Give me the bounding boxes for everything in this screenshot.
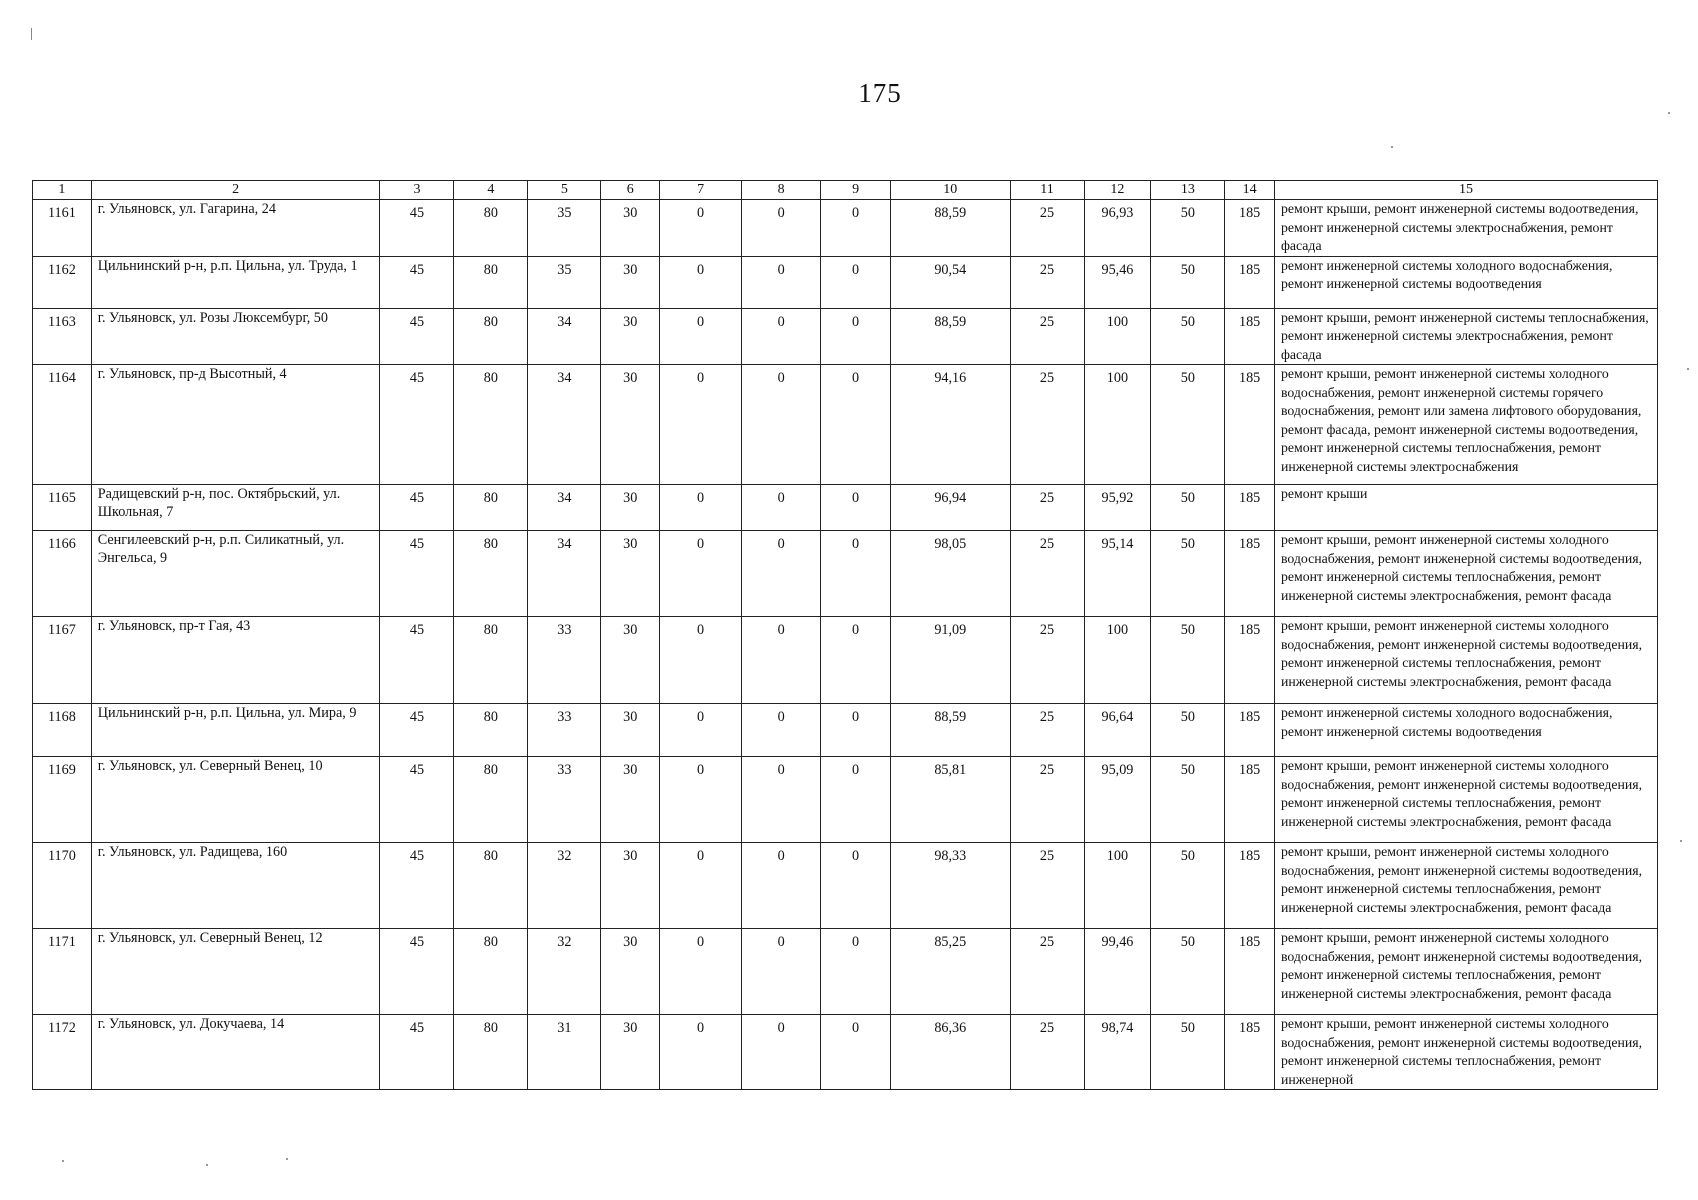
table-row <box>33 485 1658 531</box>
works-cell: ремонт крыши, ремонт инженерной системы холодного водоснабжения, ремонт инженерной системы водоотведения, ремонт инженерной системы теплоснабжения, ремонт инженерной системы электроснабжения, ремонт фасада <box>1274 929 1657 1015</box>
scan-speck <box>1687 368 1689 370</box>
col9-cell: 0 <box>821 256 891 308</box>
col3-cell: 45 <box>380 531 454 617</box>
table-body <box>33 200 1658 1090</box>
col11-cell: 25 <box>1010 256 1084 308</box>
table-row <box>33 843 1658 929</box>
row-number: 1171 <box>33 929 92 1015</box>
scan-margin-mark <box>31 28 32 40</box>
col5-cell: 34 <box>528 365 601 485</box>
col8-cell: 0 <box>742 843 821 929</box>
col14-cell: 185 <box>1225 365 1275 485</box>
col14-cell: 185 <box>1225 757 1275 843</box>
column-header-10: 10 <box>891 181 1011 200</box>
col6-cell: 30 <box>601 704 660 757</box>
col11-cell: 25 <box>1010 757 1084 843</box>
page-number: 175 <box>858 78 902 108</box>
column-header-9: 9 <box>821 181 891 200</box>
col7-cell: 0 <box>660 929 742 1015</box>
scan-speck <box>1391 146 1393 148</box>
col12-cell: 95,14 <box>1084 531 1151 617</box>
table-row <box>33 308 1658 365</box>
works-cell: ремонт крыши, ремонт инженерной системы холодного водоснабжения, ремонт инженерной системы водоотведения, ремонт инженерной системы теплоснабжения, ремонт инженерной системы электроснабжения, ремонт фасада <box>1274 843 1657 929</box>
col10-cell: 90,54 <box>891 256 1011 308</box>
col3-cell: 45 <box>380 843 454 929</box>
col7-cell: 0 <box>660 617 742 704</box>
address-cell: Цильнинский р-н, р.п. Цильна, ул. Труда, 1 <box>91 256 380 308</box>
col5-cell: 34 <box>528 531 601 617</box>
col13-cell: 50 <box>1151 843 1225 929</box>
column-header-8: 8 <box>742 181 821 200</box>
col10-cell: 94,16 <box>891 365 1011 485</box>
col12-cell: 98,74 <box>1084 1015 1151 1090</box>
col10-cell: 88,59 <box>891 704 1011 757</box>
column-header-1: 1 <box>33 181 92 200</box>
col14-cell: 185 <box>1225 617 1275 704</box>
column-header-5: 5 <box>528 181 601 200</box>
col4-cell: 80 <box>454 843 528 929</box>
col8-cell: 0 <box>742 256 821 308</box>
col4-cell: 80 <box>454 485 528 531</box>
col9-cell: 0 <box>821 757 891 843</box>
col3-cell: 45 <box>380 485 454 531</box>
row-number: 1165 <box>33 485 92 531</box>
table-row <box>33 1015 1658 1090</box>
col6-cell: 30 <box>601 256 660 308</box>
col7-cell: 0 <box>660 256 742 308</box>
col8-cell: 0 <box>742 485 821 531</box>
col12-cell: 100 <box>1084 843 1151 929</box>
table-row <box>33 757 1658 843</box>
col13-cell: 50 <box>1151 200 1225 257</box>
col12-cell: 100 <box>1084 308 1151 365</box>
col5-cell: 32 <box>528 929 601 1015</box>
col3-cell: 45 <box>380 256 454 308</box>
col12-cell: 99,46 <box>1084 929 1151 1015</box>
col12-cell: 100 <box>1084 617 1151 704</box>
scan-speck <box>1680 840 1682 842</box>
address-cell: г. Ульяновск, ул. Розы Люксембург, 50 <box>91 308 380 365</box>
col6-cell: 30 <box>601 308 660 365</box>
col11-cell: 25 <box>1010 531 1084 617</box>
col3-cell: 45 <box>380 929 454 1015</box>
row-number: 1167 <box>33 617 92 704</box>
col7-cell: 0 <box>660 843 742 929</box>
col8-cell: 0 <box>742 531 821 617</box>
col12-cell: 96,64 <box>1084 704 1151 757</box>
col3-cell: 45 <box>380 1015 454 1090</box>
row-number: 1164 <box>33 365 92 485</box>
col6-cell: 30 <box>601 200 660 257</box>
address-cell: г. Ульяновск, пр-т Гая, 43 <box>91 617 380 704</box>
column-header-4: 4 <box>454 181 528 200</box>
col11-cell: 25 <box>1010 704 1084 757</box>
col8-cell: 0 <box>742 308 821 365</box>
column-header-12: 12 <box>1084 181 1151 200</box>
table-row <box>33 531 1658 617</box>
row-number: 1172 <box>33 1015 92 1090</box>
col4-cell: 80 <box>454 704 528 757</box>
col9-cell: 0 <box>821 531 891 617</box>
col5-cell: 35 <box>528 200 601 257</box>
address-cell: Сенгилеевский р-н, р.п. Силикатный, ул. Энгельса, 9 <box>91 531 380 617</box>
col10-cell: 96,94 <box>891 485 1011 531</box>
works-cell: ремонт крыши, ремонт инженерной системы теплоснабжения, ремонт инженерной системы электроснабжения, ремонт фасада <box>1274 308 1657 365</box>
row-number: 1169 <box>33 757 92 843</box>
col14-cell: 185 <box>1225 843 1275 929</box>
col12-cell: 96,93 <box>1084 200 1151 257</box>
col7-cell: 0 <box>660 1015 742 1090</box>
col6-cell: 30 <box>601 929 660 1015</box>
col5-cell: 33 <box>528 704 601 757</box>
col4-cell: 80 <box>454 308 528 365</box>
works-cell: ремонт крыши, ремонт инженерной системы холодного водоснабжения, ремонт инженерной системы водоотведения, ремонт инженерной системы теплоснабжения, ремонт инженерной <box>1274 1015 1657 1090</box>
col13-cell: 50 <box>1151 531 1225 617</box>
col6-cell: 30 <box>601 1015 660 1090</box>
col5-cell: 33 <box>528 617 601 704</box>
col13-cell: 50 <box>1151 704 1225 757</box>
table-row <box>33 704 1658 757</box>
address-cell: г. Ульяновск, пр-д Высотный, 4 <box>91 365 380 485</box>
col9-cell: 0 <box>821 843 891 929</box>
address-cell: г. Ульяновск, ул. Северный Венец, 10 <box>91 757 380 843</box>
col5-cell: 31 <box>528 1015 601 1090</box>
col8-cell: 0 <box>742 929 821 1015</box>
col6-cell: 30 <box>601 843 660 929</box>
col13-cell: 50 <box>1151 929 1225 1015</box>
address-cell: Цильнинский р-н, р.п. Цильна, ул. Мира, 9 <box>91 704 380 757</box>
col10-cell: 88,59 <box>891 200 1011 257</box>
scan-speck <box>286 1158 288 1160</box>
col14-cell: 185 <box>1225 200 1275 257</box>
scan-speck <box>206 1164 208 1166</box>
col11-cell: 25 <box>1010 843 1084 929</box>
col13-cell: 50 <box>1151 308 1225 365</box>
row-number: 1166 <box>33 531 92 617</box>
col10-cell: 98,33 <box>891 843 1011 929</box>
col6-cell: 30 <box>601 365 660 485</box>
col10-cell: 91,09 <box>891 617 1011 704</box>
col9-cell: 0 <box>821 200 891 257</box>
col3-cell: 45 <box>380 308 454 365</box>
works-cell: ремонт крыши <box>1274 485 1657 531</box>
col11-cell: 25 <box>1010 929 1084 1015</box>
table-row <box>33 929 1658 1015</box>
col10-cell: 85,81 <box>891 757 1011 843</box>
col12-cell: 95,09 <box>1084 757 1151 843</box>
col3-cell: 45 <box>380 617 454 704</box>
col6-cell: 30 <box>601 757 660 843</box>
col5-cell: 34 <box>528 485 601 531</box>
col7-cell: 0 <box>660 757 742 843</box>
col4-cell: 80 <box>454 929 528 1015</box>
col9-cell: 0 <box>821 365 891 485</box>
col8-cell: 0 <box>742 704 821 757</box>
col4-cell: 80 <box>454 617 528 704</box>
column-header-6: 6 <box>601 181 660 200</box>
works-cell: ремонт крыши, ремонт инженерной системы холодного водоснабжения, ремонт инженерной системы водоотведения, ремонт инженерной системы теплоснабжения, ремонт инженерной системы электроснабжения, ремонт фасада <box>1274 531 1657 617</box>
works-cell: ремонт крыши, ремонт инженерной системы холодного водоснабжения, ремонт инженерной системы горячего водоснабжения, ремонт или замена лифтового оборудования, ремонт фасада, ремонт инженерной системы водоотведения, ремонт инженерной системы теплоснабжения, ремонт инженерной системы электроснабжения <box>1274 365 1657 485</box>
col6-cell: 30 <box>601 485 660 531</box>
col12-cell: 100 <box>1084 365 1151 485</box>
col9-cell: 0 <box>821 704 891 757</box>
col11-cell: 25 <box>1010 1015 1084 1090</box>
col7-cell: 0 <box>660 531 742 617</box>
col8-cell: 0 <box>742 200 821 257</box>
col4-cell: 80 <box>454 365 528 485</box>
table-header <box>33 181 1658 200</box>
row-number: 1168 <box>33 704 92 757</box>
column-number-row <box>33 181 1658 200</box>
column-header-2: 2 <box>91 181 380 200</box>
col14-cell: 185 <box>1225 256 1275 308</box>
col14-cell: 185 <box>1225 485 1275 531</box>
works-cell: ремонт крыши, ремонт инженерной системы холодного водоснабжения, ремонт инженерной системы водоотведения, ремонт инженерной системы теплоснабжения, ремонт инженерной системы электроснабжения, ремонт фасада <box>1274 757 1657 843</box>
col5-cell: 33 <box>528 757 601 843</box>
column-header-3: 3 <box>380 181 454 200</box>
col10-cell: 86,36 <box>891 1015 1011 1090</box>
table-row <box>33 200 1658 257</box>
col13-cell: 50 <box>1151 485 1225 531</box>
col7-cell: 0 <box>660 200 742 257</box>
col6-cell: 30 <box>601 617 660 704</box>
col4-cell: 80 <box>454 256 528 308</box>
column-header-7: 7 <box>660 181 742 200</box>
col9-cell: 0 <box>821 1015 891 1090</box>
address-cell: г. Ульяновск, ул. Гагарина, 24 <box>91 200 380 257</box>
col3-cell: 45 <box>380 200 454 257</box>
col4-cell: 80 <box>454 1015 528 1090</box>
col5-cell: 35 <box>528 256 601 308</box>
col9-cell: 0 <box>821 929 891 1015</box>
col7-cell: 0 <box>660 308 742 365</box>
col14-cell: 185 <box>1225 929 1275 1015</box>
row-number: 1161 <box>33 200 92 257</box>
col13-cell: 50 <box>1151 365 1225 485</box>
col14-cell: 185 <box>1225 1015 1275 1090</box>
col11-cell: 25 <box>1010 365 1084 485</box>
address-cell: Радищевский р-н, пос. Октябрьский, ул. Школьная, 7 <box>91 485 380 531</box>
col4-cell: 80 <box>454 531 528 617</box>
col14-cell: 185 <box>1225 531 1275 617</box>
column-header-11: 11 <box>1010 181 1084 200</box>
col4-cell: 80 <box>454 200 528 257</box>
col8-cell: 0 <box>742 1015 821 1090</box>
works-cell: ремонт крыши, ремонт инженерной системы водоотведения, ремонт инженерной системы электроснабжения, ремонт фасада <box>1274 200 1657 257</box>
col11-cell: 25 <box>1010 200 1084 257</box>
col7-cell: 0 <box>660 704 742 757</box>
row-number: 1163 <box>33 308 92 365</box>
address-cell: г. Ульяновск, ул. Северный Венец, 12 <box>91 929 380 1015</box>
col3-cell: 45 <box>380 757 454 843</box>
col9-cell: 0 <box>821 617 891 704</box>
col11-cell: 25 <box>1010 485 1084 531</box>
col14-cell: 185 <box>1225 704 1275 757</box>
col13-cell: 50 <box>1151 757 1225 843</box>
col8-cell: 0 <box>742 365 821 485</box>
col5-cell: 32 <box>528 843 601 929</box>
column-header-13: 13 <box>1151 181 1225 200</box>
address-cell: г. Ульяновск, ул. Радищева, 160 <box>91 843 380 929</box>
scan-speck <box>62 1160 64 1162</box>
row-number: 1170 <box>33 843 92 929</box>
col3-cell: 45 <box>380 704 454 757</box>
col8-cell: 0 <box>742 757 821 843</box>
col5-cell: 34 <box>528 308 601 365</box>
col13-cell: 50 <box>1151 617 1225 704</box>
col11-cell: 25 <box>1010 308 1084 365</box>
column-header-15: 15 <box>1274 181 1657 200</box>
col10-cell: 85,25 <box>891 929 1011 1015</box>
col11-cell: 25 <box>1010 617 1084 704</box>
works-cell: ремонт крыши, ремонт инженерной системы холодного водоснабжения, ремонт инженерной системы водоотведения, ремонт инженерной системы теплоснабжения, ремонт инженерной системы электроснабжения, ремонт фасада <box>1274 617 1657 704</box>
col8-cell: 0 <box>742 617 821 704</box>
address-cell: г. Ульяновск, ул. Докучаева, 14 <box>91 1015 380 1090</box>
table-row <box>33 365 1658 485</box>
col4-cell: 80 <box>454 757 528 843</box>
works-cell: ремонт инженерной системы холодного водоснабжения, ремонт инженерной системы водоотведения <box>1274 704 1657 757</box>
col3-cell: 45 <box>380 365 454 485</box>
col13-cell: 50 <box>1151 256 1225 308</box>
col12-cell: 95,92 <box>1084 485 1151 531</box>
col10-cell: 98,05 <box>891 531 1011 617</box>
col9-cell: 0 <box>821 308 891 365</box>
scan-speck <box>1668 112 1670 114</box>
col7-cell: 0 <box>660 485 742 531</box>
col14-cell: 185 <box>1225 308 1275 365</box>
col7-cell: 0 <box>660 365 742 485</box>
col12-cell: 95,46 <box>1084 256 1151 308</box>
row-number: 1162 <box>33 256 92 308</box>
table-row <box>33 617 1658 704</box>
column-header-14: 14 <box>1225 181 1275 200</box>
col10-cell: 88,59 <box>891 308 1011 365</box>
table-row <box>33 256 1658 308</box>
col13-cell: 50 <box>1151 1015 1225 1090</box>
repair-program-table <box>32 180 1658 1090</box>
works-cell: ремонт инженерной системы холодного водоснабжения, ремонт инженерной системы водоотведения <box>1274 256 1657 308</box>
col9-cell: 0 <box>821 485 891 531</box>
col6-cell: 30 <box>601 531 660 617</box>
